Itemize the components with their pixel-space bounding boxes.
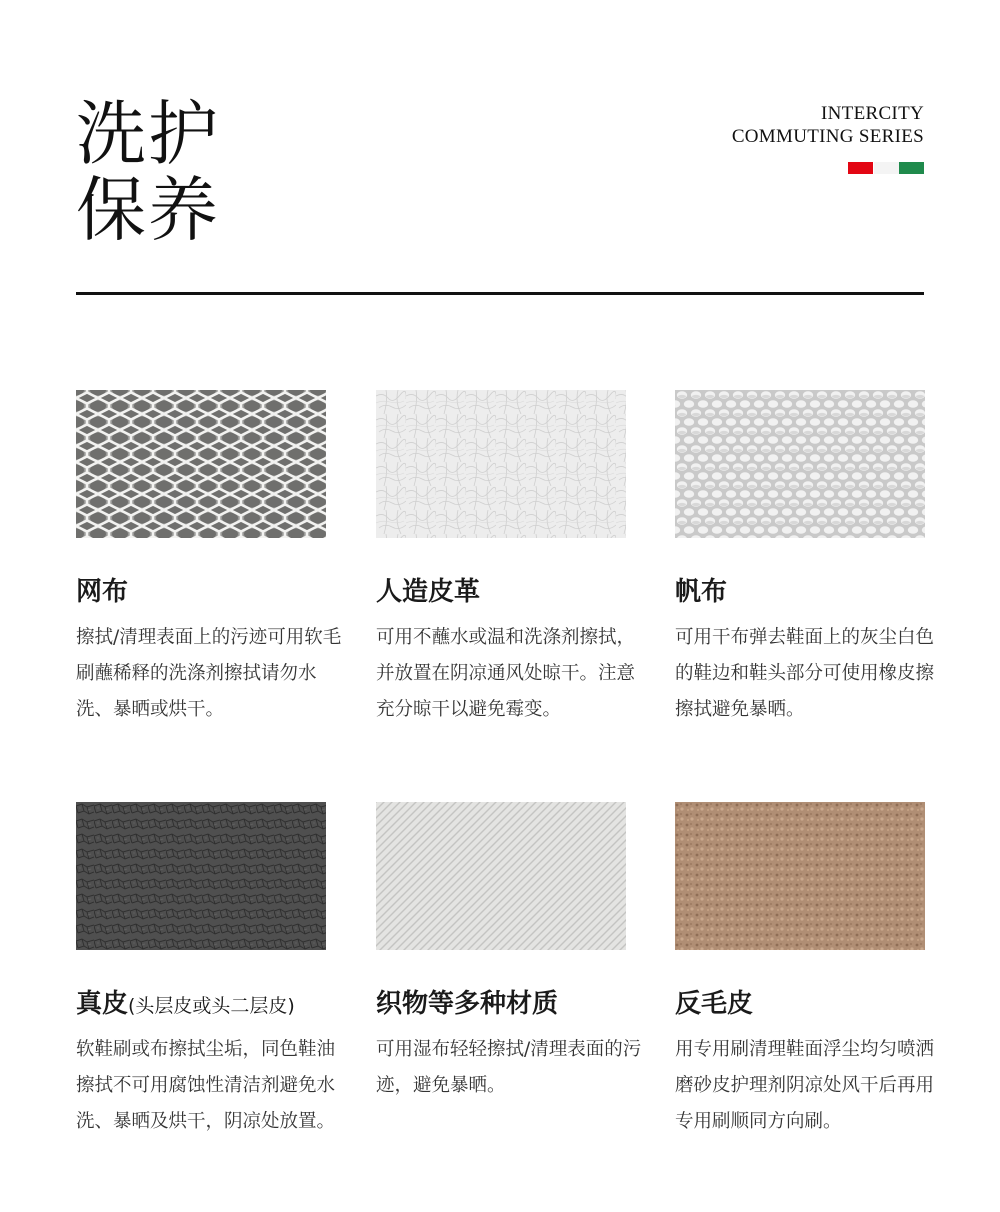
material-card-mesh: [76, 390, 342, 720]
material-care-text: 擦拭/清理表面上的污迹可用软毛刷蘸稀释的洗涤剂擦拭请勿水洗、暴晒或烘干。: [76, 627, 342, 720]
canvas-texture-image: [675, 390, 925, 538]
material-name: 帆布: [675, 577, 728, 607]
material-name: 反毛皮: [675, 989, 754, 1019]
flag-red-bar: [848, 162, 873, 174]
material-card-genuine-leather: [76, 802, 336, 1132]
italian-flag-stripe: [848, 162, 924, 174]
material-name: 真皮(头层皮或头二层皮): [76, 989, 295, 1019]
series-line-1: INTERCITY: [821, 103, 924, 124]
material-care-text: 可用干布弹去鞋面上的灰尘白色的鞋边和鞋头部分可使用橡皮擦擦拭避免暴晒。: [675, 627, 935, 720]
page-title: [76, 93, 220, 251]
genuine-leather-texture-image: [76, 802, 326, 950]
synthetic-leather-texture-image: [376, 390, 626, 538]
material-care-text: 软鞋刷或布擦拭尘垢，同色鞋油擦拭不可用腐蚀性清洁剂避免水洗、暴晒及烘干，阴凉处放置。: [76, 1039, 336, 1132]
fabric-texture-image: [376, 802, 626, 950]
flag-white-bar: [874, 162, 899, 174]
material-card-synthetic-leather: [376, 390, 636, 720]
suede-texture-image: [675, 802, 925, 950]
title-line-1: 洗护: [76, 93, 220, 175]
material-card-canvas: [675, 390, 935, 720]
series-line-2: COMMUTING SERIES: [731, 126, 924, 147]
material-name: 网布: [76, 577, 129, 607]
material-care-text: 用专用刷清理鞋面浮尘均匀喷洒磨砂皮护理剂阴凉处风干后再用专用刷顺同方向刷。: [675, 1039, 935, 1132]
flag-green-bar: [899, 162, 924, 174]
material-card-suede: [675, 802, 935, 1132]
header-divider: [76, 292, 924, 295]
material-care-text: 可用湿布轻轻擦拭/清理表面的污迹，避免暴晒。: [376, 1039, 642, 1096]
series-label: [732, 102, 924, 148]
material-name-note: (头层皮或头二层皮): [128, 995, 295, 1017]
material-name: 织物等多种材质: [376, 989, 559, 1019]
title-line-2: 保养: [76, 169, 220, 251]
material-card-fabric: [376, 802, 642, 1096]
mesh-texture-image: [76, 390, 326, 538]
material-care-text: 可用不蘸水或温和洗涤剂擦拭，并放置在阴凉通风处晾干。注意充分晾干以避免霉变。: [376, 627, 636, 720]
material-name: 人造皮革: [376, 577, 481, 607]
